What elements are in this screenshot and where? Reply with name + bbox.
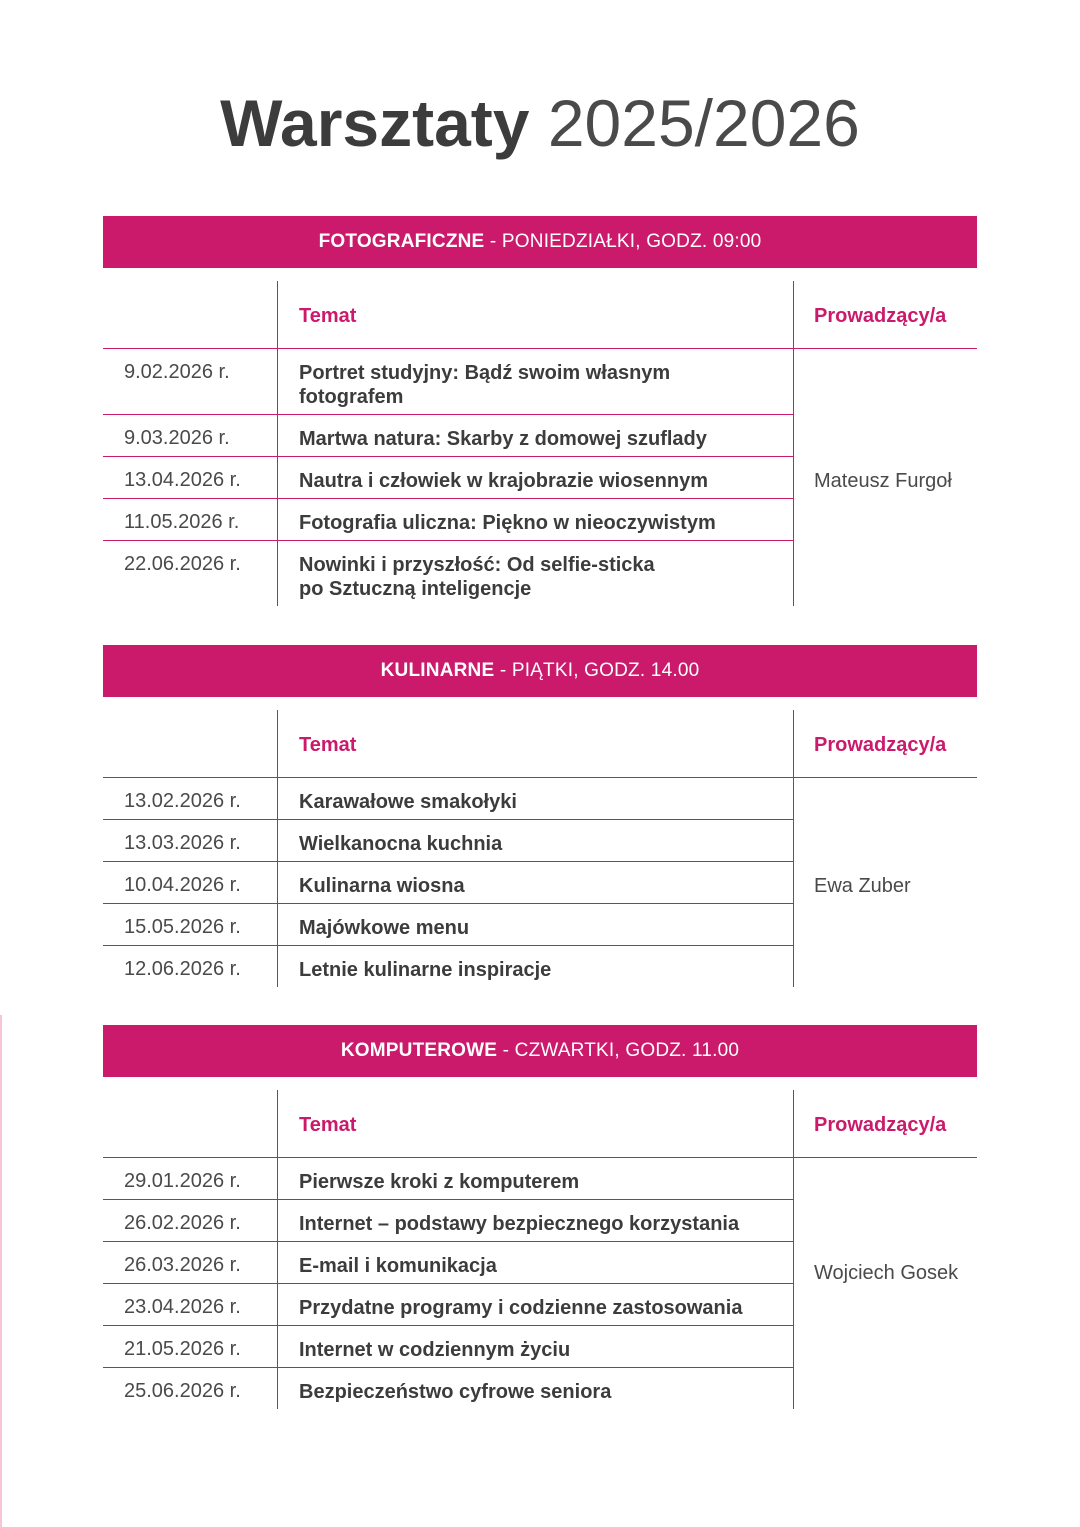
header-topic: Temat [299,1114,357,1136]
row-topic: Wielkanocna kuchnia [299,833,503,855]
leader-name: Mateusz Furgoł [814,470,952,492]
section-schedule: - PIĄTKI, GODZ. 14.00 [499,660,700,681]
row-date: 13.03.2026 r. [124,832,241,854]
section-fotograficzne [103,216,977,606]
table-header [103,710,977,778]
row-date: 22.06.2026 r. [124,553,241,575]
table-row [103,1200,793,1242]
workshop-table [103,1090,977,1409]
row-topic: Portret studyjny: Bądź swoim własnym fotografem [299,362,671,408]
table-row [103,1242,793,1284]
table-header [103,281,977,349]
header-leader: Prowadzący/a [814,734,947,756]
row-date: 10.04.2026 r. [124,874,241,896]
row-topic: Fotografia uliczna: Piękno w nieoczywistym [299,512,716,534]
row-topic: Martwa natura: Skarby z domowej szuflady [299,428,707,450]
table-row [103,946,793,987]
row-topic: Nautra i człowiek w krajobrazie wiosennym [299,470,709,492]
table-row [103,862,793,904]
leader-name: Ewa Zuber [814,875,911,897]
row-topic: E-mail i komunikacja [299,1255,497,1277]
row-topic: Karawałowe smakołyki [299,791,517,813]
table-header [103,1090,977,1158]
row-topic: Internet – podstawy bezpiecznego korzystania [299,1213,740,1235]
row-date: 12.06.2026 r. [124,958,241,980]
row-date: 15.05.2026 r. [124,916,241,938]
table-row [103,349,793,415]
workshop-table [103,281,977,606]
header-topic: Temat [299,305,357,327]
table-row [103,778,793,820]
row-topic: Kulinarna wiosna [299,875,465,897]
row-date: 26.03.2026 r. [124,1254,241,1276]
section-banner [103,1025,977,1077]
section-banner [103,645,977,697]
row-date: 11.05.2026 r. [124,511,240,533]
row-topic: Nowinki i przyszłość: Od selfie-sticka po Sztuczną inteligencje [299,554,655,600]
row-date: 9.02.2026 r. [124,361,230,383]
title-year: 2025/2026 [547,86,860,160]
row-date: 21.05.2026 r. [124,1338,241,1360]
section-name: KOMPUTEROWE [340,1040,498,1061]
row-date: 29.01.2026 r. [124,1170,241,1192]
table-row [103,541,793,606]
page-title [0,82,1080,164]
leader-name: Wojciech Gosek [814,1262,959,1284]
row-date: 13.04.2026 r. [124,469,241,491]
row-topic: Letnie kulinarne inspiracje [299,959,552,981]
table-row [103,1158,793,1200]
table-row [103,1284,793,1326]
table-row [103,499,793,541]
row-topic: Bezpieczeństwo cyfrowe seniora [299,1381,612,1403]
row-topic: Przydatne programy i codzienne zastosowania [299,1297,743,1319]
header-leader: Prowadzący/a [814,305,947,327]
row-topic: Internet w codziennym życiu [299,1339,571,1361]
section-name: FOTOGRAFICZNE [318,231,485,252]
header-leader: Prowadzący/a [814,1114,947,1136]
row-date: 26.02.2026 r. [124,1212,241,1234]
row-date: 25.06.2026 r. [124,1380,241,1402]
section-schedule: - PONIEDZIAŁKI, GODZ. 09:00 [489,231,762,252]
section-kulinarne [103,645,977,987]
workshop-table [103,710,977,987]
section-name: KULINARNE [380,660,495,681]
table-row [103,415,793,457]
table-row [103,1368,793,1409]
row-date: 13.02.2026 r. [124,790,241,812]
table-row [103,1326,793,1368]
section-banner [103,216,977,268]
page-edge-line [0,1015,2,1527]
title-bold: Warsztaty [220,86,530,160]
header-topic: Temat [299,734,357,756]
row-topic: Pierwsze kroki z komputerem [299,1171,580,1193]
table-row [103,457,793,499]
row-date: 23.04.2026 r. [124,1296,241,1318]
table-row [103,904,793,946]
table-row [103,820,793,862]
row-topic: Majówkowe menu [299,917,470,939]
section-komputerowe [103,1025,977,1409]
row-date: 9.03.2026 r. [124,427,230,449]
section-schedule: - CZWARTKI, GODZ. 11.00 [502,1040,740,1061]
